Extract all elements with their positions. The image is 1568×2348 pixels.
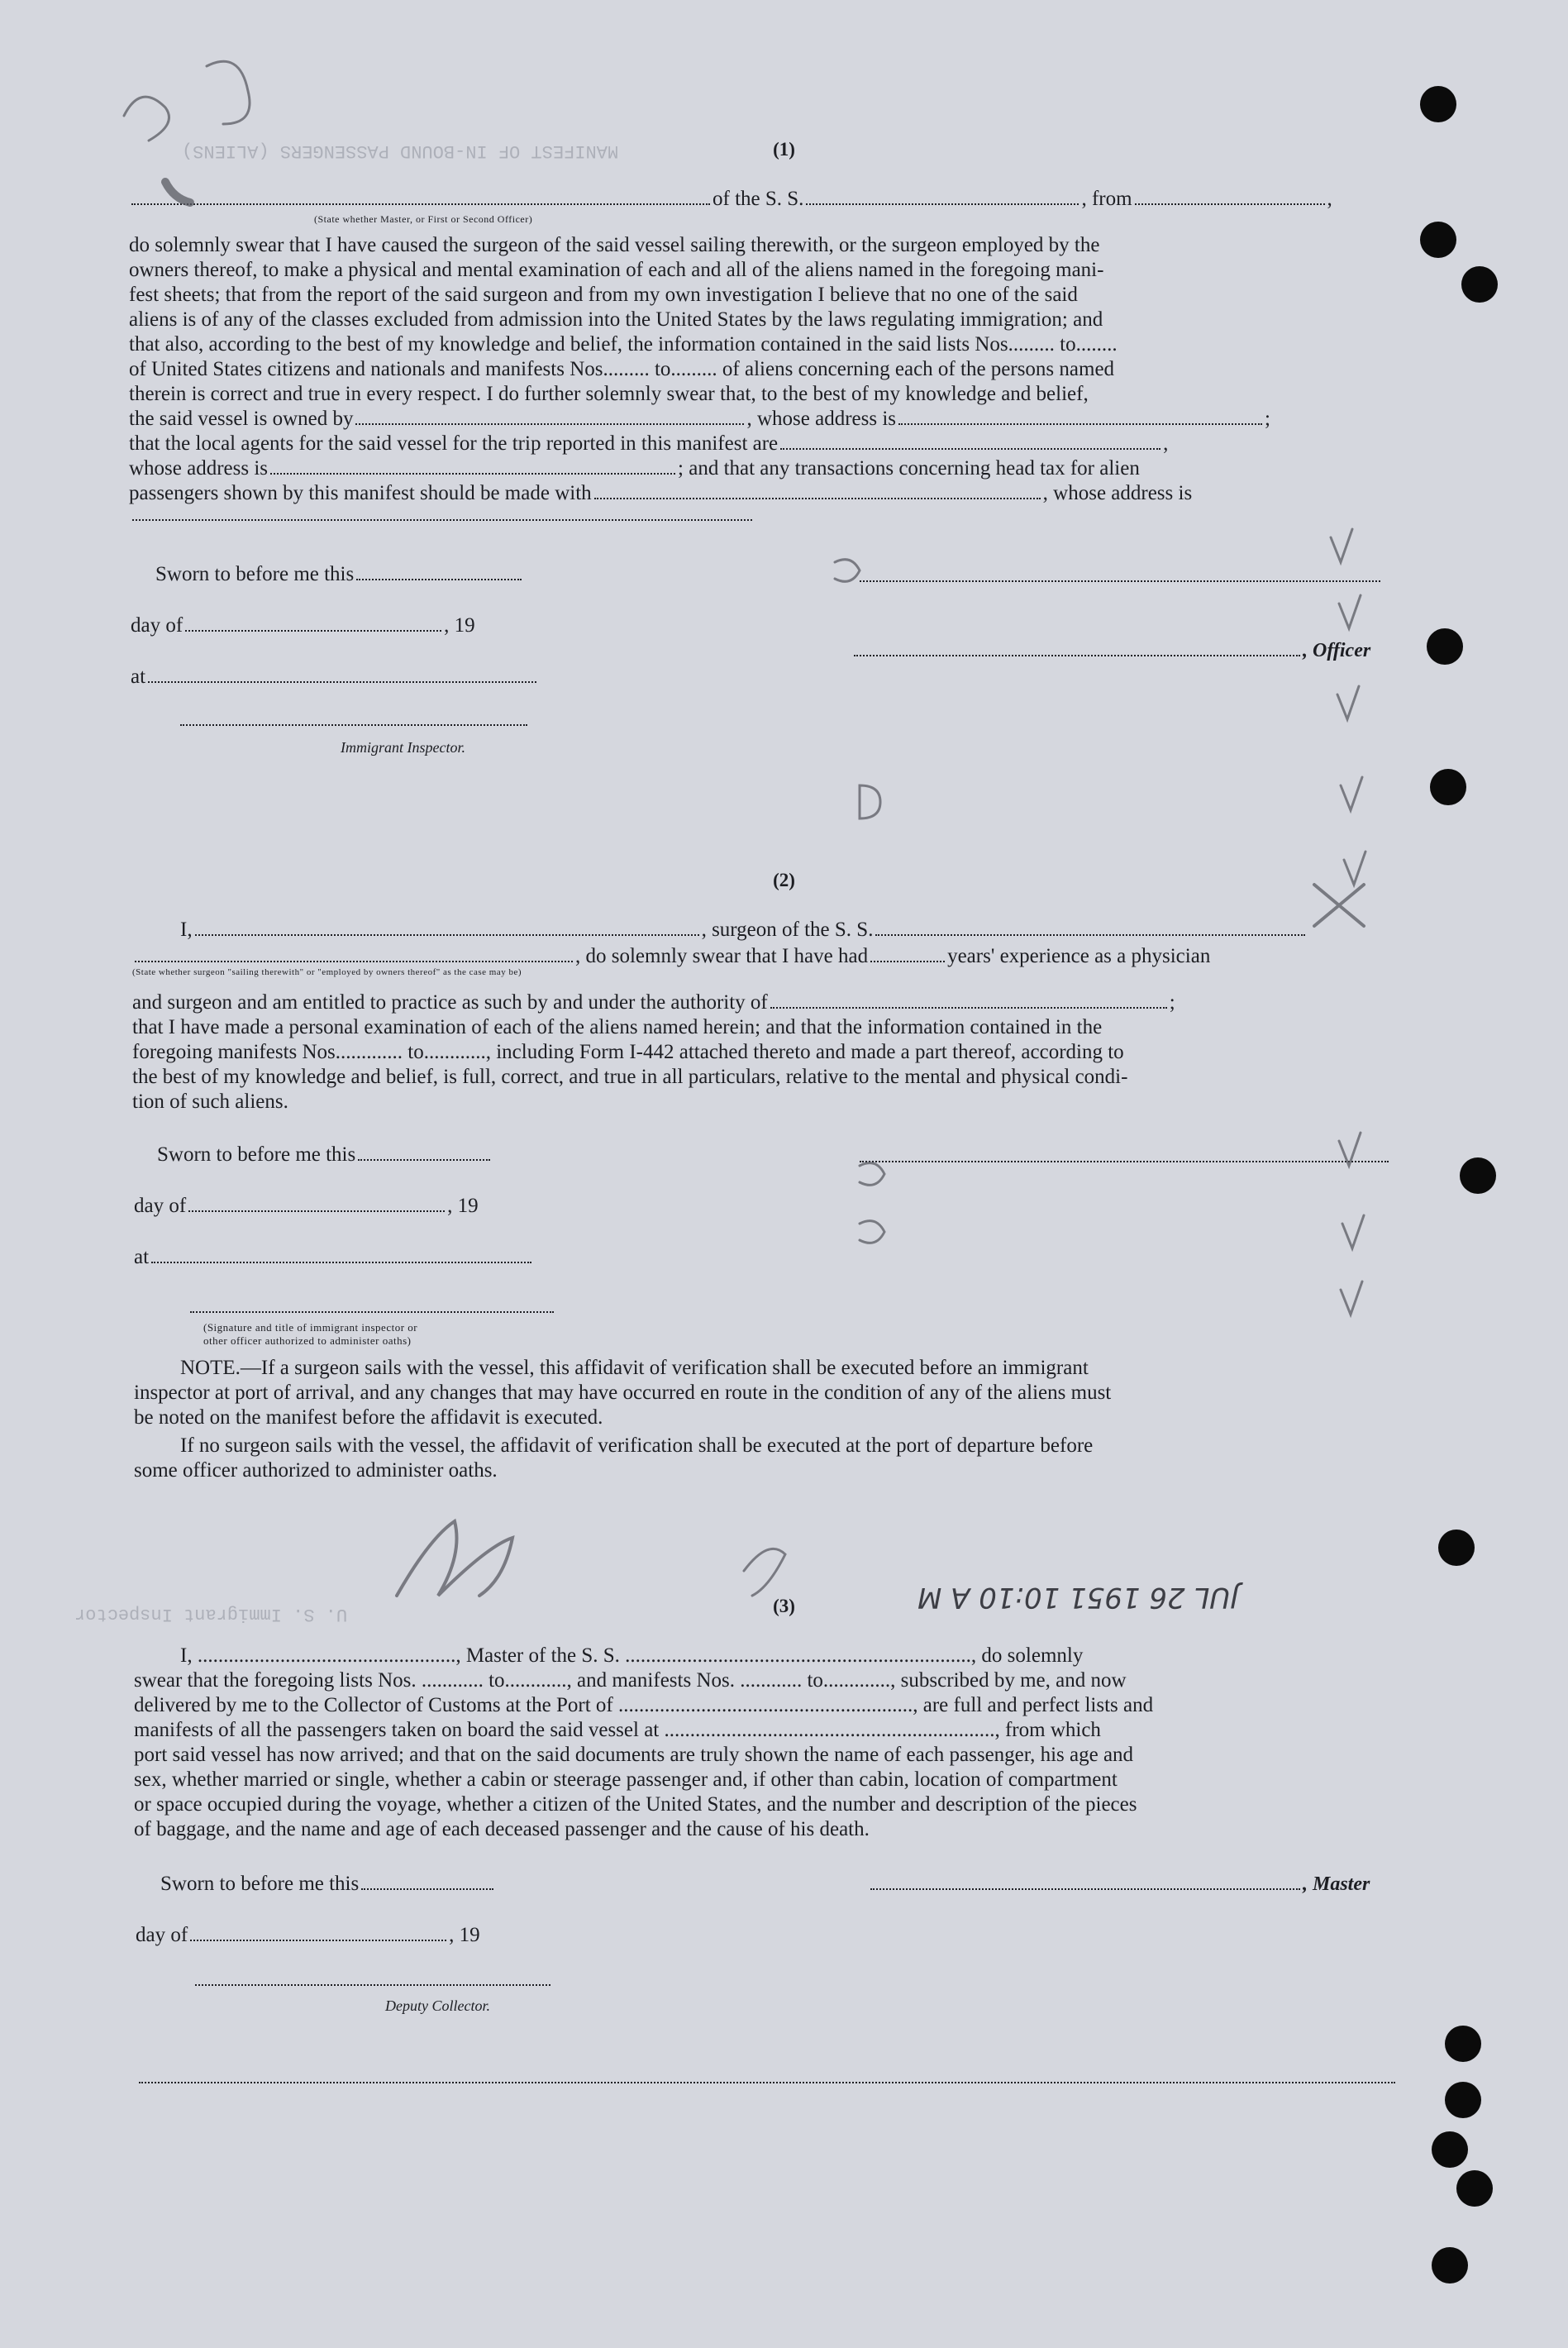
section-3-para-7: of baggage, and the name and age of each deceased passenger and the cause of his death. bbox=[134, 1818, 870, 1840]
surgeon-signature-line bbox=[860, 1161, 1389, 1162]
section-3-para-0: I, .................................................., Master of the S. S. ..................................................................., do solemnly bbox=[180, 1644, 1084, 1667]
note2-line-0: If no surgeon sails with the vessel, the affidavit of verification shall be executed at the port of departure before bbox=[180, 1434, 1094, 1457]
section-3-para-2: delivered by me to the Collector of Customs at the Port of ........................................................., are full and perfect lists and bbox=[134, 1694, 1154, 1716]
section-1-number: (1) bbox=[773, 139, 795, 160]
section-1-para-4: that also, according to the best of my knowledge and belief, the information contained in the said lists Nos......... to........ bbox=[129, 333, 1118, 356]
day-of-line-2: day of , 19 bbox=[134, 1195, 479, 1217]
role-note: (State whether Master, or First or Second Officer) bbox=[314, 213, 533, 225]
punch-hole bbox=[1432, 2131, 1468, 2168]
punch-hole bbox=[1445, 2026, 1481, 2062]
section-1-para-3: aliens is of any of the classes excluded from admission into the United States by the laws regulating immigration; and bbox=[129, 308, 1103, 331]
section-3-para-5: sex, whether married or single, whether a cabin or steerage passenger and, if other than cabin, location of compartment bbox=[134, 1768, 1118, 1791]
punch-hole bbox=[1432, 2247, 1468, 2284]
head-tax-line: whose address is ; and that any transactions concerning head tax for alien bbox=[129, 457, 1140, 480]
address-line bbox=[132, 519, 752, 521]
section-3-para-6: or space occupied during the voyage, whether a citizen of the United States, and the number and description of the pieces bbox=[134, 1793, 1137, 1816]
officer-line: , Officer bbox=[851, 638, 1370, 663]
collector-signature-line bbox=[195, 1984, 550, 1986]
punch-hole bbox=[1430, 769, 1466, 805]
local-agents-line: that the local agents for the said vessel for the trip reported in this manifest are , bbox=[129, 432, 1169, 455]
day-of-line-3: day of , 19 bbox=[136, 1924, 480, 1946]
master-line: , Master bbox=[868, 1872, 1370, 1897]
at-line-1: at bbox=[131, 665, 539, 690]
note-line-1: inspector at port of arrival, and any changes that may have occurred en route in the condition of any of the aliens must bbox=[134, 1382, 1112, 1404]
punch-hole bbox=[1420, 222, 1456, 258]
official-signature-line bbox=[190, 1311, 554, 1313]
section-2-para-3: the best of my knowledge and belief, is full, correct, and true in all particulars, relative to the mental and physical condi- bbox=[132, 1066, 1128, 1088]
bleed-through-inspector: U. S. Immigrant Inspector bbox=[74, 1604, 348, 1625]
sig-note-2: other officer authorized to administer oaths) bbox=[203, 1334, 412, 1347]
owned-by-line: the said vessel is owned by , whose address is ; bbox=[129, 408, 1270, 430]
note-line-0: NOTE.—If a surgeon sails with the vessel, this affidavit of verification shall be executed before an immigrant bbox=[180, 1357, 1089, 1379]
section-2-number: (2) bbox=[773, 870, 795, 890]
section-1-para-0: do solemnly swear that I have caused the surgeon of the said vessel sailing therewith, or the surgeon employed by the bbox=[129, 234, 1100, 256]
section-1-para-5: of United States citizens and nationals and manifests Nos......... to......... of aliens concerning each of the persons named bbox=[129, 358, 1115, 380]
section-1-para-2: fest sheets; that from the report of the said surgeon and from my own investigation I believe that no one of the said bbox=[129, 284, 1078, 306]
passengers-line: passengers shown by this manifest should be made with , whose address is bbox=[129, 482, 1193, 504]
section-1-first-line: of the S. S. , from , bbox=[129, 187, 1332, 212]
sworn-line-1: Sworn to before me this bbox=[155, 562, 524, 587]
section-3-number: (3) bbox=[773, 1596, 795, 1616]
punch-hole bbox=[1456, 2170, 1493, 2207]
punch-hole bbox=[1460, 1157, 1496, 1194]
day-of-line-1: day of , 19 bbox=[131, 614, 475, 637]
section-2-para-0: and surgeon and am entitled to practice as such by and under the authority of ; bbox=[132, 991, 1175, 1014]
note2-line-1: some officer authorized to administer oaths. bbox=[134, 1459, 498, 1482]
years-line: , do solemnly swear that I have had years' experience as a physician bbox=[132, 944, 1210, 969]
surgeon-state-note: (State whether surgeon "sailing therewith" or "employed by owners thereof" as the case may be) bbox=[132, 967, 522, 977]
received-stamp: JUL 26 1951 10:10 A M bbox=[917, 1581, 1239, 1614]
at-line-2: at bbox=[134, 1245, 534, 1270]
section-1-para-6: therein is correct and true in every respect. I do further solemnly swear that, to the best of my knowledge and belief, bbox=[129, 383, 1089, 405]
bleed-through-header: MANIFEST OF IN-BOUND PASSENGERS (ALIENS) bbox=[182, 141, 619, 161]
section-1-para-1: owners thereof, to make a physical and mental examination of each and all of the aliens named in the foregoing mani- bbox=[129, 259, 1104, 281]
sworn-line-3: Sworn to before me this bbox=[160, 1872, 496, 1897]
sig-note-1: (Signature and title of immigrant inspector or bbox=[203, 1321, 418, 1334]
section-3-para-1: swear that the foregoing lists Nos. ............ to............, and manifests Nos. ............ to............., subscribed by me, and now bbox=[134, 1669, 1127, 1692]
section-2-para-1: that I have made a personal examination of each of the aliens named herein; and that the information contained in the bbox=[132, 1016, 1103, 1038]
punch-hole bbox=[1461, 266, 1498, 303]
section-3-para-4: port said vessel has now arrived; and that on the said documents are truly shown the name of each passenger, his age and bbox=[134, 1744, 1134, 1766]
note-line-2: be noted on the manifest before the affidavit is executed. bbox=[134, 1406, 603, 1429]
punch-hole bbox=[1438, 1530, 1475, 1566]
punch-hole bbox=[1445, 2082, 1481, 2118]
officer-signature-line bbox=[860, 580, 1380, 582]
section-3-para-3: manifests of all the passengers taken on board the said vessel at ................................................................, from which bbox=[134, 1719, 1101, 1741]
section-2-para-4: tion of such aliens. bbox=[132, 1090, 288, 1113]
punch-hole bbox=[1427, 628, 1463, 665]
bottom-rule bbox=[139, 2082, 1395, 2083]
immigrant-inspector-label: Immigrant Inspector. bbox=[341, 739, 465, 756]
sworn-line-2: Sworn to before me this bbox=[157, 1143, 493, 1167]
surgeon-line: I, , surgeon of the S. S. bbox=[180, 918, 1308, 943]
deputy-collector-label: Deputy Collector. bbox=[385, 1997, 490, 2014]
inspector-signature-line bbox=[180, 724, 527, 726]
punch-hole bbox=[1420, 86, 1456, 122]
section-2-para-2: foregoing manifests Nos............. to............, including Form I-442 attached thereto and made a part thereof, according to bbox=[132, 1041, 1124, 1063]
